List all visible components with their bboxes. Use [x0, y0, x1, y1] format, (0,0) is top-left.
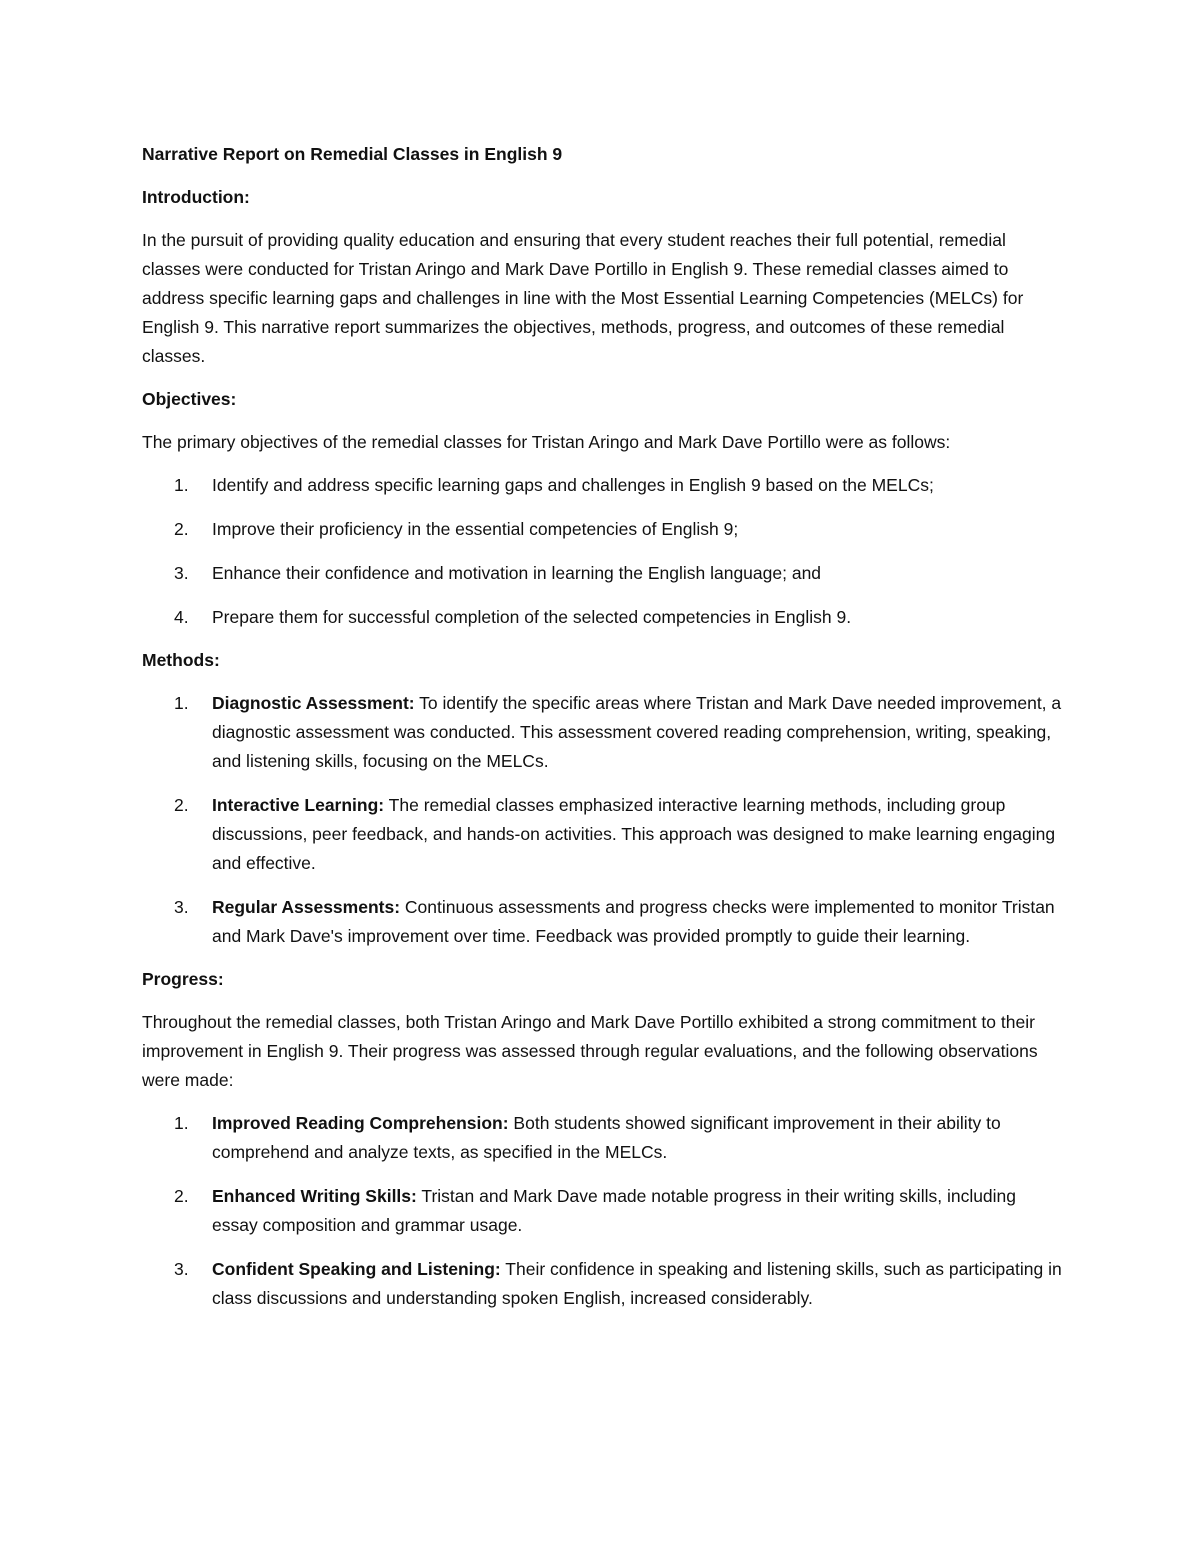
- list-item-term: Confident Speaking and Listening:: [212, 1259, 501, 1279]
- list-item: [142, 471, 1062, 500]
- list-item-text: Their confidence in speaking and listening skills, such as participating in class discussions and understanding spoken English, increased considerably.: [212, 1259, 1062, 1308]
- objectives-intro: The primary objectives of the remedial classes for Tristan Aringo and Mark Dave Portillo were as follows:: [142, 432, 951, 452]
- list-number: 2.: [174, 519, 189, 539]
- list-item-text: Tristan and Mark Dave made notable progress in their writing skills, including essay composition and grammar usage.: [212, 1186, 1017, 1235]
- list-item-term: Regular Assessments:: [212, 897, 401, 917]
- list-item-text: Prepare them for successful completion of the selected competencies in English 9.: [212, 607, 852, 627]
- document-title: Narrative Report on Remedial Classes in English 9: [142, 144, 563, 164]
- list-item-term: Improved Reading Comprehension:: [212, 1113, 509, 1133]
- list-item-text: Identify and address specific learning gaps and challenges in English 9 based on the MELCs;: [212, 475, 934, 495]
- list-number: 3.: [174, 563, 189, 583]
- methods-heading: Methods:: [142, 650, 220, 670]
- progress-intro: Throughout the remedial classes, both Tristan Aringo and Mark Dave Portillo exhibited a strong commitment to their improvement in English 9. Their progress was assessed through regular evaluations, and the following observations were made:: [142, 1012, 1038, 1090]
- list-item: [142, 1182, 1062, 1240]
- list-item-text: The remedial classes emphasized interactive learning methods, including group discussions, peer feedback, and hands-on activities. This approach was designed to make learning engaging and effective.: [212, 795, 1056, 873]
- objectives-heading: Objectives:: [142, 389, 237, 409]
- list-number: 4.: [174, 607, 189, 627]
- list-number: 3.: [174, 1259, 189, 1279]
- list-item: [142, 1255, 1062, 1313]
- list-number: 2.: [174, 795, 189, 815]
- list-item: [142, 515, 1062, 544]
- objectives-list: [142, 471, 1062, 632]
- list-item-term: Enhanced Writing Skills:: [212, 1186, 417, 1206]
- list-item: [142, 1109, 1062, 1167]
- methods-list: [142, 689, 1062, 951]
- list-number: 3.: [174, 897, 189, 917]
- list-item-term: Interactive Learning:: [212, 795, 385, 815]
- list-number: 1.: [174, 693, 189, 713]
- list-item-text: Both students showed significant improvement in their ability to comprehend and analyze texts, as specified in the MELCs.: [212, 1113, 1001, 1162]
- introduction-paragraph: In the pursuit of providing quality education and ensuring that every student reaches their full potential, remedial classes were conducted for Tristan Aringo and Mark Dave Portillo in English 9. These remedial classes aimed to address specific learning gaps and challenges in line with the Most Essential Learning Competencies (MELCs) for English 9. This narrative report summarizes the objectives, methods, progress, and outcomes of these remedial classes.: [142, 230, 1024, 366]
- list-item-text: To identify the specific areas where Tristan and Mark Dave needed improvement, a diagnostic assessment was conducted. This assessment covered reading comprehension, writing, speaking, and listening skills, focusing on the MELCs.: [212, 693, 1062, 771]
- list-item: [142, 603, 1062, 632]
- list-number: 2.: [174, 1186, 189, 1206]
- list-item: [142, 559, 1062, 588]
- list-item: [142, 893, 1062, 951]
- list-item: [142, 689, 1062, 776]
- list-item: [142, 791, 1062, 878]
- list-item-text: Continuous assessments and progress checks were implemented to monitor Tristan and Mark Dave's improvement over time. Feedback was provided promptly to guide their learning.: [212, 897, 1055, 946]
- list-number: 1.: [174, 475, 189, 495]
- list-number: 1.: [174, 1113, 189, 1133]
- list-item-text: Improve their proficiency in the essential competencies of English 9;: [212, 519, 739, 539]
- list-item-text: Enhance their confidence and motivation in learning the English language; and: [212, 563, 822, 583]
- introduction-heading: Introduction:: [142, 187, 250, 207]
- document-page: [142, 140, 1062, 1327]
- progress-list: [142, 1109, 1062, 1313]
- list-item-term: Diagnostic Assessment:: [212, 693, 415, 713]
- progress-heading: Progress:: [142, 969, 224, 989]
